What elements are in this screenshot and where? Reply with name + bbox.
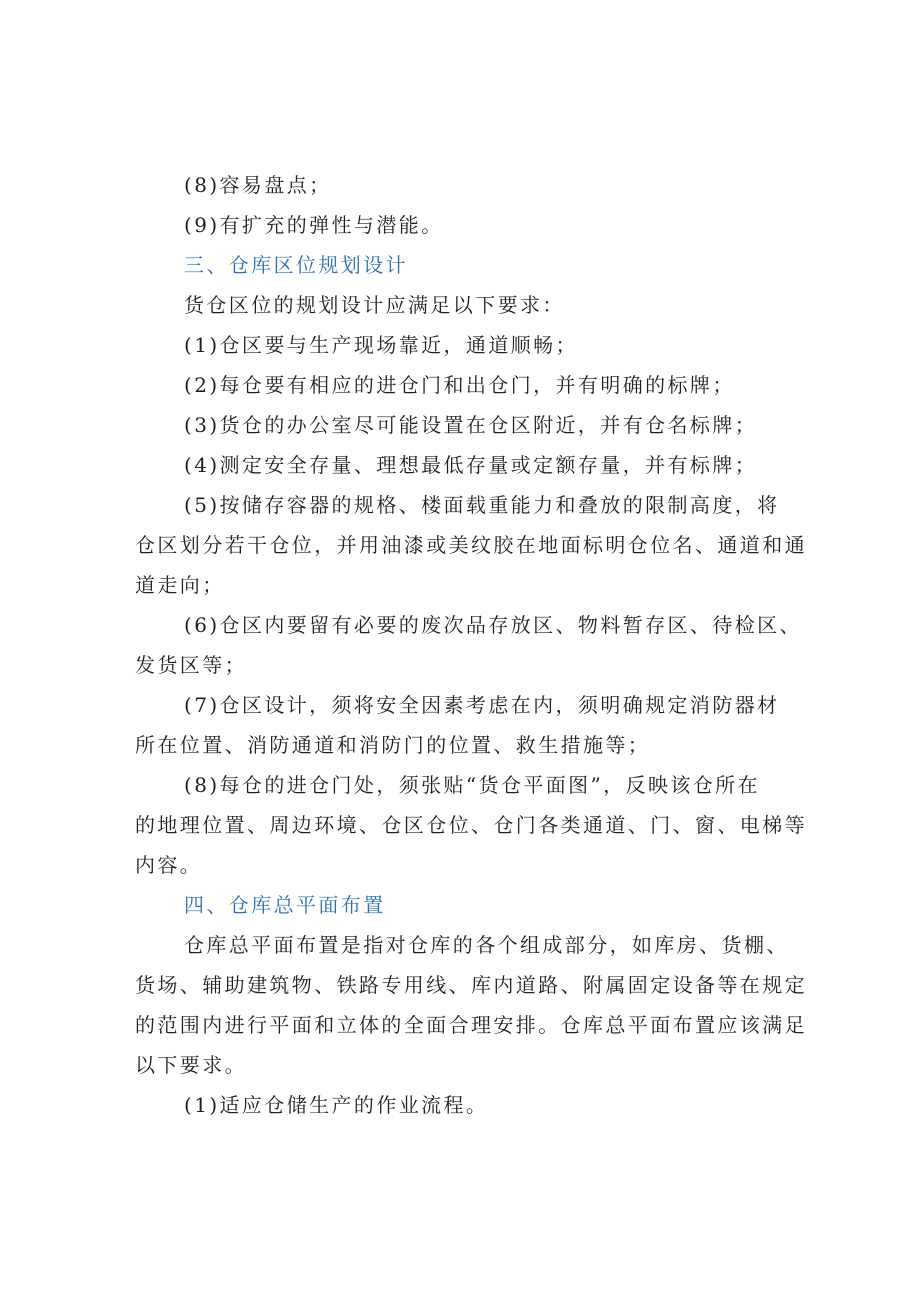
- paragraph-line: 道走向；: [135, 573, 225, 597]
- paragraph-line: 的范围内进行平面和立体的全面合理安排。仓库总平面布置应该满足: [135, 1013, 807, 1037]
- list-item: (8)每仓的进仓门处，须张贴“货仓平面图”，反映该仓所在: [184, 773, 760, 797]
- list-item: (1)适应仓储生产的作业流程。: [184, 1093, 489, 1117]
- list-item: (6)仓区内要留有必要的废次品存放区、物料暂存区、待检区、: [184, 613, 802, 637]
- paragraph-line: 以下要求。: [135, 1053, 247, 1077]
- paragraph-line: 发货区等；: [135, 653, 247, 677]
- list-item: (8)容易盘点；: [184, 173, 332, 197]
- list-item: (9)有扩充的弹性与潜能。: [184, 213, 444, 237]
- list-item: (5)按储存容器的规格、楼面载重能力和叠放的限制高度，将: [184, 493, 780, 517]
- section-heading: 四、仓库总平面布置: [184, 893, 386, 917]
- paragraph-line: 的地理位置、周边环境、仓区仓位、仓门各类通道、门、窗、电梯等: [135, 813, 807, 837]
- paragraph-line: 货仓区位的规划设计应满足以下要求：: [184, 293, 565, 317]
- section-heading: 三、仓库区位规划设计: [184, 253, 408, 277]
- list-item: (3)货仓的办公室尽可能设置在仓区附近，并有仓名标牌；: [184, 413, 758, 437]
- paragraph-line: 货场、辅助建筑物、铁路专用线、库内道路、附属固定设备等在规定: [135, 973, 807, 997]
- paragraph-line: 所在位置、消防通道和消防门的位置、救生措施等；: [135, 733, 651, 757]
- list-item: (2)每仓要有相应的进仓门和出仓门，并有明确的标牌；: [184, 373, 735, 397]
- list-item: (7)仓区设计，须将安全因素考虑在内，须明确规定消防器材: [184, 693, 780, 717]
- paragraph-line: 仓库总平面布置是指对仓库的各个组成部分，如库房、货棚、: [184, 933, 789, 957]
- list-item: (4)测定安全存量、理想最低存量或定额存量，并有标牌；: [184, 453, 758, 477]
- paragraph-line: 仓区划分若干仓位，并用油漆或美纹胶在地面标明仓位名、通道和通: [135, 533, 807, 557]
- paragraph-line: 内容。: [135, 853, 203, 877]
- list-item: (1)仓区要与生产现场靠近，通道顺畅；: [184, 333, 578, 357]
